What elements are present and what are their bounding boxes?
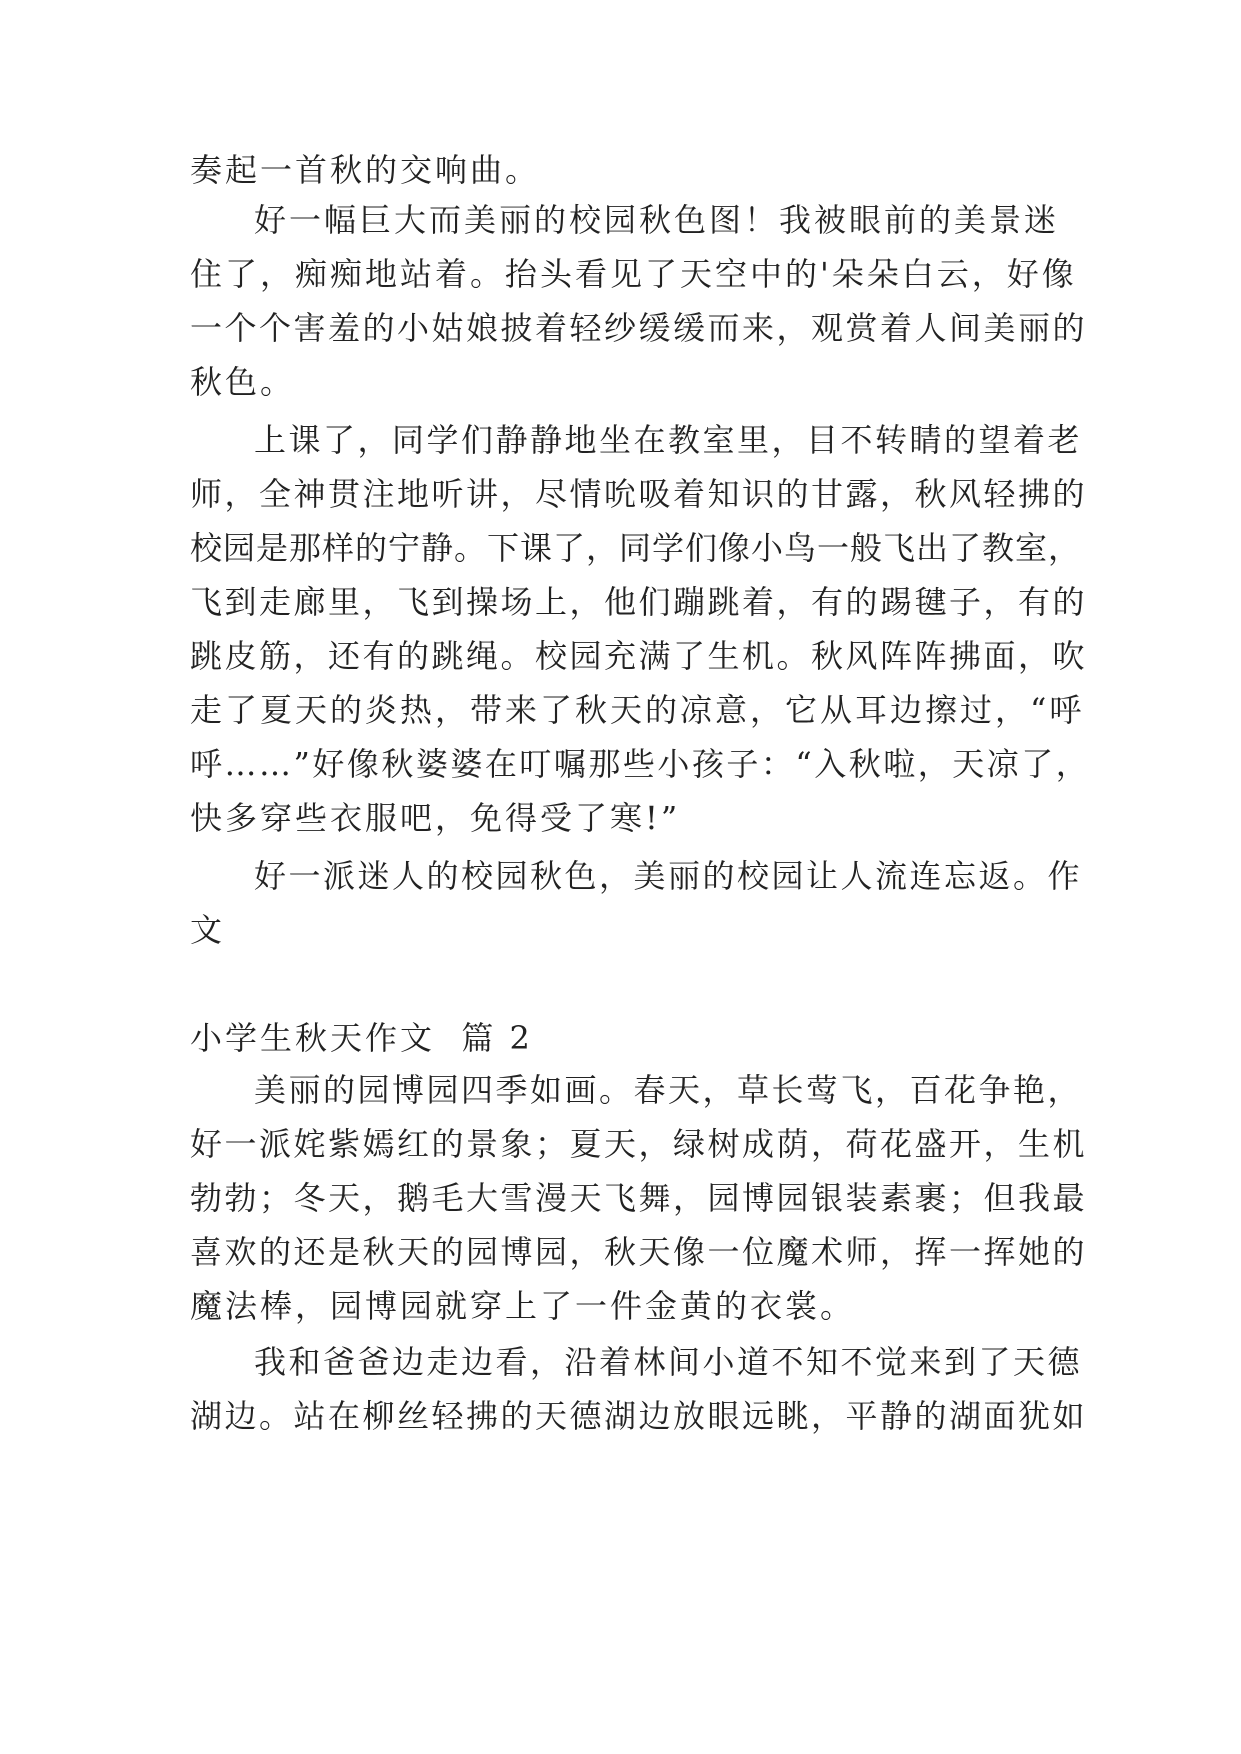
paragraph-line: 跳皮筋，还有的跳绳。校园充满了生机。秋风阵阵拂面，吹	[190, 637, 1088, 675]
paragraph-line: 飞到走廊里，飞到操场上，他们蹦跳着，有的踢毽子，有的	[190, 583, 1088, 621]
paragraph-line: 喜欢的还是秋天的园博园，秋天像一位魔术师，挥一挥她的	[190, 1233, 1088, 1271]
paragraph-line: 上课了，同学们静静地坐在教室里，目不转睛的望着老	[254, 421, 1083, 459]
paragraph-line: 好一派迷人的校园秋色，美丽的校园让人流连忘返。作	[254, 857, 1083, 895]
section-heading: 小学生秋天作文 篇 2	[190, 1019, 533, 1057]
paragraph-line: 走了夏天的炎热，带来了秋天的凉意，它从耳边擦过，“呼	[190, 691, 1085, 729]
paragraph-line: 魔法棒，园博园就穿上了一件金黄的衣裳。	[190, 1287, 856, 1325]
paragraph-line: 秋色。	[190, 363, 296, 401]
paragraph-line: 奏起一首秋的交响曲。	[190, 151, 541, 189]
paragraph-line: 好一派姹紫嫣红的景象；夏天，绿树成荫，荷花盛开，生机	[190, 1125, 1088, 1163]
paragraph-line: 校园是那样的宁静。下课了，同学们像小鸟一般飞出了教室，	[190, 529, 1082, 567]
paragraph-line: 湖边。站在柳丝轻拂的天德湖边放眼远眺，平静的湖面犹如	[190, 1397, 1088, 1435]
paragraph-line: 住了，痴痴地站着。抬头看见了天空中的'朵朵白云，好像	[190, 255, 1077, 293]
paragraph-line: 美丽的园博园四季如画。春天，草长莺飞，百花争艳，	[254, 1071, 1083, 1109]
paragraph-line: 一个个害羞的小姑娘披着轻纱缓缓而来，观赏着人间美丽的	[190, 309, 1088, 347]
paragraph-line: 师，全神贯注地听讲，尽情吮吸着知识的甘露，秋风轻拂的	[190, 475, 1088, 513]
paragraph-line: 勃勃；冬天，鹅毛大雪漫天飞舞，园博园银装素裹；但我最	[190, 1179, 1088, 1217]
paragraph-line: 快多穿些衣服吧，免得受了寒!”	[190, 799, 681, 837]
paragraph-line: 我和爸爸边走边看，沿着林间小道不知不觉来到了天德	[254, 1343, 1083, 1381]
paragraph-line: 呼……”好像秋婆婆在叮嘱那些小孩子：“入秋啦，天凉了，	[190, 745, 1091, 783]
paragraph-line: 文	[190, 911, 226, 949]
paragraph-line: 好一幅巨大而美丽的校园秋色图！我被眼前的美景迷	[254, 201, 1060, 239]
